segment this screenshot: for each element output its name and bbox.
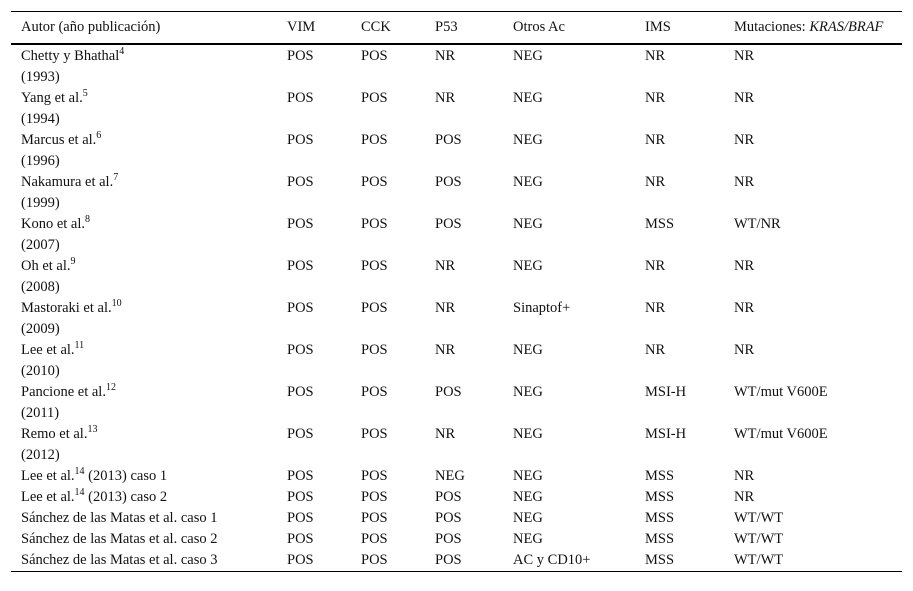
- cell-otros: NEG: [513, 48, 543, 64]
- cell-author: [11, 44, 277, 88]
- cell-cck: POS: [361, 300, 388, 316]
- author-name: Kono et al.: [21, 216, 86, 232]
- author-name: Marcus et al.: [21, 132, 97, 148]
- reference-number: 13: [87, 424, 98, 436]
- cell-mut: WT/WT: [734, 531, 784, 547]
- cell-vim: POS: [287, 174, 314, 190]
- table-row: [11, 550, 902, 572]
- cell-cck: POS: [361, 258, 388, 274]
- table-row: [11, 529, 902, 550]
- cell-author: [11, 256, 277, 298]
- cell-vim: POS: [287, 552, 314, 568]
- cell-author: [11, 172, 277, 214]
- cell-author: [11, 529, 277, 550]
- author-name: Pancione et al.: [21, 384, 106, 400]
- header-ims: IMS: [645, 19, 671, 35]
- header-row: [11, 12, 902, 45]
- cell-ims: MSI-H: [645, 384, 687, 400]
- table-body: [11, 44, 902, 572]
- table-row: [11, 172, 902, 214]
- cell-mut: WT/WT: [734, 510, 784, 526]
- cell-mut: WT/NR: [734, 216, 781, 232]
- author-name: Lee et al.: [21, 342, 75, 358]
- reference-number: 4: [119, 46, 125, 58]
- cell-cck: POS: [361, 552, 388, 568]
- table-row: [11, 88, 902, 130]
- header-mut-prefix: Mutaciones:: [734, 19, 810, 35]
- reference-number: 6: [96, 130, 102, 142]
- reference-number: 12: [105, 382, 116, 394]
- cell-mut: NR: [734, 174, 755, 190]
- cell-p53: NEG: [435, 468, 465, 484]
- cell-otros: NEG: [513, 489, 543, 505]
- cell-vim: POS: [287, 90, 314, 106]
- cell-mut: WT/WT: [734, 552, 784, 568]
- cell-ims: NR: [645, 342, 666, 358]
- table-row: [11, 214, 902, 256]
- cell-cck: POS: [361, 384, 388, 400]
- cell-author: [11, 298, 277, 340]
- publication-year: (2013) caso 2: [88, 489, 168, 505]
- cell-mut: NR: [734, 300, 755, 316]
- table-row: [11, 466, 902, 487]
- cell-ims: NR: [645, 48, 666, 64]
- cell-p53: POS: [435, 132, 462, 148]
- cell-ims: NR: [645, 90, 666, 106]
- reference-number: 14: [74, 487, 85, 499]
- results-table-container: [11, 11, 902, 572]
- cell-cck: POS: [361, 510, 388, 526]
- cell-vim: POS: [287, 342, 314, 358]
- cell-mut: NR: [734, 342, 755, 358]
- cell-vim: POS: [287, 426, 314, 442]
- cell-author: [11, 550, 277, 572]
- publication-year: (2008): [21, 279, 60, 295]
- cell-cck: POS: [361, 531, 388, 547]
- reference-number: 5: [82, 88, 88, 100]
- cell-otros: AC y CD10+: [513, 552, 591, 568]
- cell-cck: POS: [361, 489, 388, 505]
- cell-otros: NEG: [513, 531, 543, 547]
- table-row: [11, 340, 902, 382]
- publication-year: (2009): [21, 321, 60, 337]
- cell-vim: POS: [287, 489, 314, 505]
- author-name: Mastoraki et al.: [21, 300, 112, 316]
- cell-p53: POS: [435, 510, 462, 526]
- header-mut-genes: KRAS/BRAF: [809, 19, 884, 35]
- cell-p53: NR: [435, 342, 456, 358]
- cell-p53: POS: [435, 552, 462, 568]
- cell-vim: POS: [287, 258, 314, 274]
- author-name: Sánchez de las Matas et al. caso 2: [21, 531, 218, 547]
- table-row: [11, 256, 902, 298]
- header-vim: VIM: [287, 19, 316, 35]
- cell-otros: NEG: [513, 384, 543, 400]
- publication-year: (1996): [21, 153, 60, 169]
- author-name: Chetty y Bhathal: [21, 48, 120, 64]
- cell-mut: NR: [734, 90, 755, 106]
- cell-vim: POS: [287, 300, 314, 316]
- author-name: Yang et al.: [21, 90, 83, 106]
- cell-p53: NR: [435, 258, 456, 274]
- publication-year: (2010): [21, 363, 60, 379]
- cell-ims: MSS: [645, 552, 675, 568]
- table-row: [11, 298, 902, 340]
- cell-ims: NR: [645, 300, 666, 316]
- cell-mut: NR: [734, 258, 755, 274]
- cell-otros: NEG: [513, 132, 543, 148]
- table-row: [11, 44, 902, 88]
- cell-otros: NEG: [513, 258, 543, 274]
- cell-p53: NR: [435, 426, 456, 442]
- cell-ims: MSS: [645, 531, 675, 547]
- table-row: [11, 424, 902, 466]
- cell-ims: NR: [645, 132, 666, 148]
- cell-ims: MSS: [645, 216, 675, 232]
- table-header: [11, 12, 902, 45]
- cell-vim: POS: [287, 510, 314, 526]
- cell-author: [11, 340, 277, 382]
- cell-mut: NR: [734, 132, 755, 148]
- table-row: [11, 130, 902, 172]
- cell-otros: NEG: [513, 174, 543, 190]
- cell-mut: NR: [734, 48, 755, 64]
- cell-p53: POS: [435, 216, 462, 232]
- cell-cck: POS: [361, 342, 388, 358]
- author-name: Nakamura et al.: [21, 174, 114, 190]
- cell-cck: POS: [361, 48, 388, 64]
- cell-vim: POS: [287, 216, 314, 232]
- cell-ims: NR: [645, 258, 666, 274]
- cell-p53: POS: [435, 384, 462, 400]
- publication-year: (2007): [21, 237, 60, 253]
- author-name: Lee et al.: [21, 468, 75, 484]
- cell-author: [11, 508, 277, 529]
- publication-year: (1999): [21, 195, 60, 211]
- cell-p53: POS: [435, 531, 462, 547]
- publication-year: (2011): [21, 405, 60, 421]
- author-name: Sánchez de las Matas et al. caso 1: [21, 510, 218, 526]
- cell-author: [11, 88, 277, 130]
- cell-vim: POS: [287, 384, 314, 400]
- author-name: Lee et al.: [21, 489, 75, 505]
- cell-vim: POS: [287, 468, 314, 484]
- header-author: Autor (año publicación): [21, 19, 161, 35]
- table-row: [11, 382, 902, 424]
- publication-year: (1994): [21, 111, 60, 127]
- header-cck: CCK: [361, 19, 391, 35]
- cell-cck: POS: [361, 216, 388, 232]
- cell-vim: POS: [287, 132, 314, 148]
- results-table: [11, 11, 902, 572]
- cell-author: [11, 382, 277, 424]
- cell-vim: POS: [287, 531, 314, 547]
- cell-ims: MSS: [645, 510, 675, 526]
- cell-author: [11, 466, 277, 487]
- cell-author: [11, 424, 277, 466]
- cell-otros: NEG: [513, 342, 543, 358]
- cell-ims: NR: [645, 174, 666, 190]
- cell-mut: NR: [734, 489, 755, 505]
- publication-year: (2012): [21, 447, 60, 463]
- cell-ims: MSS: [645, 468, 675, 484]
- cell-p53: NR: [435, 300, 456, 316]
- table-row: [11, 487, 902, 508]
- cell-cck: POS: [361, 132, 388, 148]
- cell-otros: NEG: [513, 90, 543, 106]
- cell-otros: NEG: [513, 510, 543, 526]
- table-row: [11, 508, 902, 529]
- cell-vim: POS: [287, 48, 314, 64]
- reference-number: 7: [113, 172, 119, 184]
- cell-otros: Sinaptof+: [513, 300, 571, 316]
- cell-mut: WT/mut V600E: [734, 384, 828, 400]
- reference-number: 10: [111, 298, 122, 310]
- cell-cck: POS: [361, 174, 388, 190]
- cell-p53: NR: [435, 48, 456, 64]
- cell-otros: NEG: [513, 216, 543, 232]
- cell-p53: NR: [435, 90, 456, 106]
- reference-number: 14: [74, 466, 85, 478]
- author-name: Sánchez de las Matas et al. caso 3: [21, 552, 218, 568]
- header-p53: P53: [435, 19, 458, 35]
- header-mutaciones: [724, 12, 902, 45]
- cell-otros: NEG: [513, 426, 543, 442]
- header-otros: Otros Ac: [513, 19, 565, 35]
- cell-mut: WT/mut V600E: [734, 426, 828, 442]
- author-name: Oh et al.: [21, 258, 71, 274]
- cell-author: [11, 130, 277, 172]
- reference-number: 8: [85, 214, 91, 226]
- cell-otros: NEG: [513, 468, 543, 484]
- cell-p53: POS: [435, 489, 462, 505]
- publication-year: (2013) caso 1: [88, 468, 168, 484]
- reference-number: 9: [70, 256, 76, 268]
- publication-year: (1993): [21, 69, 60, 85]
- cell-author: [11, 487, 277, 508]
- cell-mut: NR: [734, 468, 755, 484]
- cell-cck: POS: [361, 90, 388, 106]
- cell-cck: POS: [361, 468, 388, 484]
- author-name: Remo et al.: [21, 426, 88, 442]
- cell-cck: POS: [361, 426, 388, 442]
- cell-ims: MSI-H: [645, 426, 687, 442]
- cell-author: [11, 214, 277, 256]
- cell-p53: POS: [435, 174, 462, 190]
- cell-ims: MSS: [645, 489, 675, 505]
- reference-number: 11: [74, 340, 85, 352]
